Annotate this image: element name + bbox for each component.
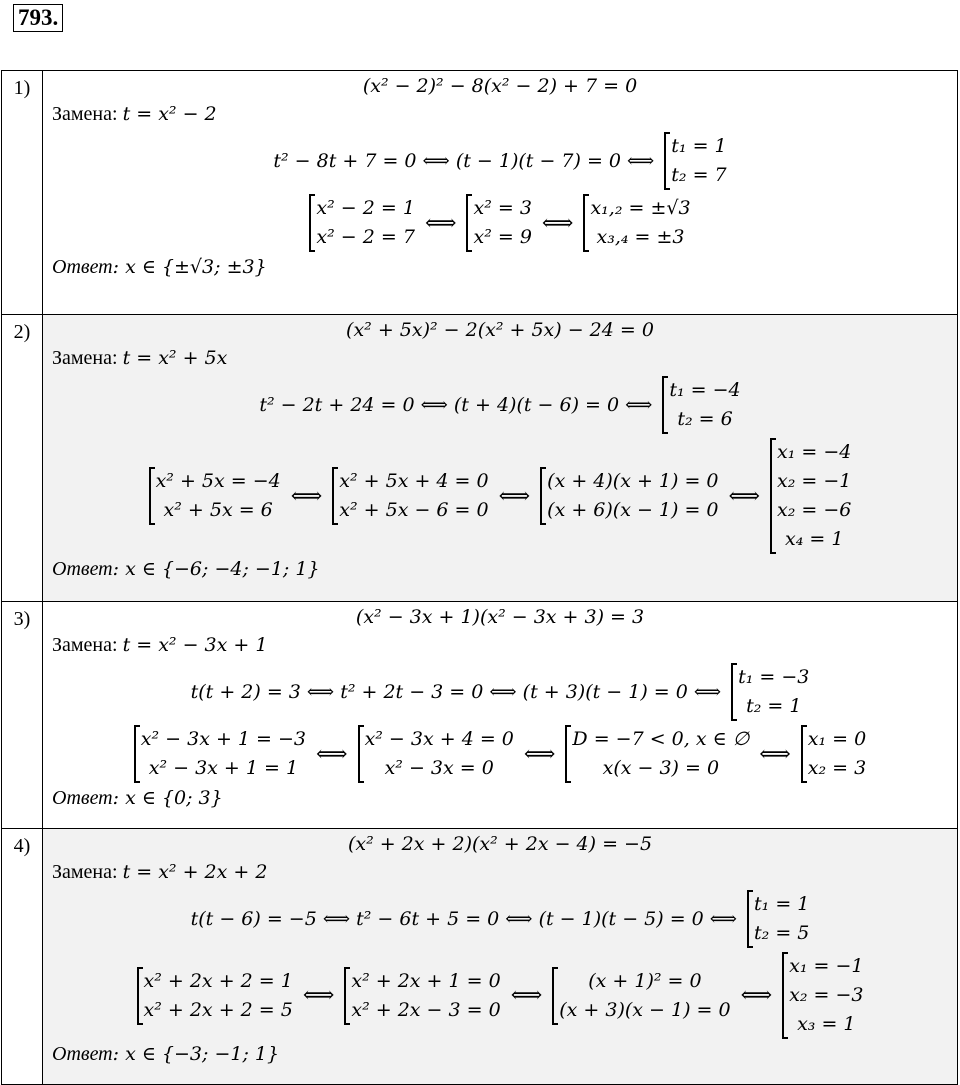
equivalence-arrow: ⟺ — [523, 741, 556, 767]
solution-row — [2, 315, 958, 602]
substitution-line — [43, 347, 957, 370]
equivalence-arrow: ⟺ — [290, 483, 323, 509]
bracket-system — [134, 725, 306, 783]
equivalence-arrow: ⟺ — [510, 983, 543, 1008]
substitution-label: Замена: — [52, 861, 118, 883]
system-line: x² + 2x + 2 = 5 — [143, 998, 293, 1021]
system-line: x₂ = 3 — [807, 757, 867, 779]
system-line: x² + 5x = −4 — [155, 470, 281, 492]
step-one-text: t² − 2t + 24 = 0 ⟺ (t + 4)(t − 6) = 0 ⟺ — [259, 394, 653, 416]
step-one — [43, 890, 957, 948]
substitution-label: Замена: — [52, 103, 118, 125]
bracket-system — [358, 725, 514, 783]
solutions-table — [1, 70, 958, 1085]
system-line: x² = 3 — [473, 197, 532, 219]
step-two — [43, 194, 957, 252]
bracket-system — [344, 967, 500, 1025]
equivalence-arrow: ⟺ — [498, 483, 531, 509]
answer-line — [43, 787, 957, 810]
equivalence-arrow: ⟺ — [759, 741, 791, 767]
row-body — [43, 315, 958, 602]
row-body — [43, 829, 958, 1085]
problem-number: 793. — [13, 4, 63, 32]
system-line: x² + 2x + 1 = 0 — [351, 969, 501, 992]
substitution-line — [43, 103, 957, 126]
bracket-system — [552, 967, 730, 1025]
equivalence-arrow: ⟺ — [316, 741, 348, 767]
step-two — [43, 725, 957, 783]
system-line: x² − 3x = 0 — [384, 757, 494, 779]
solution-row — [2, 602, 958, 829]
bracket-system — [782, 952, 863, 1039]
equation: (x² + 2x + 2)(x² + 2x − 4) = −5 — [347, 833, 653, 855]
system-line: t₂ = 5 — [754, 922, 810, 944]
system-line: D = −7 < 0, x ∈ ∅ — [572, 728, 750, 750]
system-line: x² − 3x + 4 = 0 — [364, 728, 514, 750]
bracket-system — [332, 467, 488, 525]
system-line: x² + 5x + 4 = 0 — [339, 470, 489, 492]
row-index: 1) — [2, 71, 43, 315]
system-line: x₂ = −1 — [777, 470, 852, 492]
system-line: (x + 4)(x + 1) = 0 — [547, 470, 719, 492]
substitution-expression: t = x² − 2 — [122, 103, 217, 125]
system-line: x₃ = 1 — [797, 1013, 856, 1035]
solution-row — [2, 829, 958, 1085]
substitution-label: Замена: — [52, 347, 118, 369]
system-line: x² − 3x + 1 = 1 — [148, 757, 299, 779]
system-line: t₁ = 1 — [754, 893, 810, 915]
bracket-system — [664, 132, 726, 190]
step-one-text: t² − 8t + 7 = 0 ⟺ (t − 1)(t − 7) = 0 ⟺ — [273, 150, 655, 172]
system-line: x² − 3x + 1 = −3 — [140, 728, 307, 750]
step-one — [43, 132, 957, 190]
system-line: t₂ = 1 — [746, 695, 802, 717]
equation: (x² + 5x)² − 2(x² + 5x) − 24 = 0 — [346, 319, 654, 341]
answer-label: Ответ — [52, 787, 113, 809]
answer-label: Ответ — [52, 1043, 113, 1065]
system-line: (x + 6)(x − 1) = 0 — [547, 499, 719, 521]
bracket-system — [583, 194, 690, 252]
system-line: t₁ = −4 — [669, 379, 741, 401]
bracket-system — [149, 467, 281, 525]
answer-expression: : x ∈ {0; 3} — [112, 787, 223, 809]
equation: (x² − 3x + 1)(x² − 3x + 3) = 3 — [355, 606, 645, 628]
bracket-system — [309, 194, 415, 252]
answer-label: Ответ — [52, 558, 113, 580]
answer-expression: : x ∈ {−3; −1; 1} — [112, 1043, 280, 1065]
answer-line — [43, 558, 957, 581]
equivalence-arrow: ⟺ — [302, 983, 335, 1008]
bracket-system — [801, 725, 866, 783]
substitution-line — [43, 861, 957, 884]
system-line: (x + 1)² = 0 — [588, 969, 702, 992]
system-line: x² + 5x − 6 = 0 — [339, 499, 489, 521]
answer-line — [43, 256, 957, 279]
system-line: (x + 3)(x − 1) = 0 — [559, 998, 731, 1021]
system-line: x(x − 3) = 0 — [602, 757, 720, 779]
step-two — [43, 952, 957, 1039]
system-line: t₁ = −3 — [738, 666, 810, 688]
system-line: x² − 2 = 7 — [316, 226, 415, 248]
bracket-system — [770, 438, 851, 554]
system-line: x₁ = −4 — [777, 441, 852, 463]
system-line: x₂ = −3 — [789, 984, 864, 1006]
system-line: x₄ = 1 — [785, 528, 844, 550]
bracket-system — [731, 663, 809, 721]
row-index: 2) — [2, 315, 43, 602]
system-line: x₁,₂ = ±√3 — [590, 197, 691, 219]
equation: (x² − 2)² − 8(x² − 2) + 7 = 0 — [362, 75, 638, 97]
step-one-text: t(t + 2) = 3 ⟺ t² + 2t − 3 = 0 ⟺ (t + 3)(t − 1) = 0 ⟺ — [190, 681, 722, 703]
bracket-system — [466, 194, 531, 252]
system-line: x₁ = 0 — [807, 728, 867, 750]
bracket-system — [540, 467, 718, 525]
system-line: x² + 2x + 2 = 1 — [143, 969, 293, 992]
solution-row — [2, 71, 958, 315]
system-line: x² + 5x = 6 — [163, 499, 273, 521]
system-line: x₃,₄ = ±3 — [596, 226, 685, 248]
step-one-text: t(t − 6) = −5 ⟺ t² − 6t + 5 = 0 ⟺ (t − 1)(t − 5) = 0 ⟺ — [190, 908, 738, 930]
row-body — [43, 71, 958, 315]
row-index: 3) — [2, 602, 43, 829]
substitution-expression: t = x² + 5x — [122, 347, 228, 369]
system-line: x² − 2 = 1 — [316, 197, 415, 219]
answer-line — [43, 1043, 957, 1066]
bracket-system — [565, 725, 749, 783]
substitution-expression: t = x² − 3x + 1 — [122, 634, 268, 656]
bracket-system — [662, 376, 740, 434]
row-index: 4) — [2, 829, 43, 1085]
answer-label: Ответ — [52, 256, 113, 278]
substitution-expression: t = x² + 2x + 2 — [122, 861, 268, 883]
substitution-label: Замена: — [52, 634, 118, 656]
bracket-system — [747, 890, 809, 948]
system-line: x² = 9 — [473, 226, 532, 248]
system-line: t₁ = 1 — [671, 135, 727, 157]
row-body — [43, 602, 958, 829]
answer-expression: : x ∈ {±√3; ±3} — [112, 256, 267, 278]
step-one — [43, 376, 957, 434]
system-line: t₂ = 6 — [677, 408, 733, 430]
equivalence-arrow: ⟺ — [740, 983, 773, 1008]
equivalence-arrow: ⟺ — [541, 210, 574, 236]
system-line: x₁ = −1 — [789, 955, 864, 977]
system-line: x² + 2x − 3 = 0 — [351, 998, 501, 1021]
substitution-line — [43, 634, 957, 657]
step-one — [43, 663, 957, 721]
system-line: x₂ = −6 — [777, 499, 852, 521]
answer-expression: : x ∈ {−6; −4; −1; 1} — [112, 558, 320, 580]
equivalence-arrow: ⟺ — [424, 210, 457, 236]
bracket-system — [137, 967, 293, 1025]
equivalence-arrow: ⟺ — [728, 483, 761, 509]
system-line: t₂ = 7 — [671, 164, 727, 186]
step-two — [43, 438, 957, 554]
